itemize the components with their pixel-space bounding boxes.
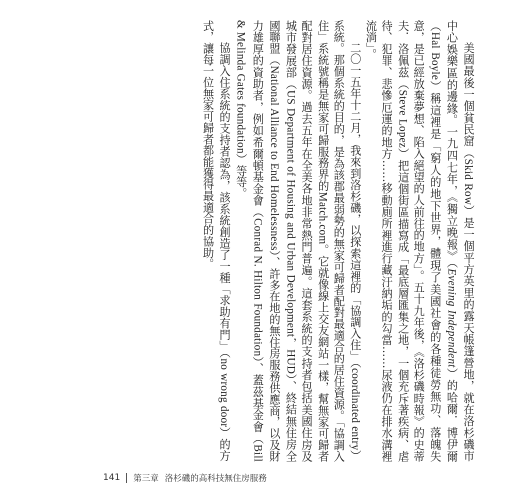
text-run: ）的方式，讓每一位無家可歸者都能獲得最適合的協助。 [201, 20, 232, 462]
paragraph [200, 20, 232, 462]
latin-term: US Department of Housing and Urban Development [284, 90, 297, 338]
footer-divider [126, 473, 127, 483]
text-run: ， [284, 337, 298, 350]
latin-term: HUD [284, 349, 297, 375]
latin-term: coordinated entry [348, 368, 361, 451]
body-text [103, 20, 476, 462]
page-number: 141 [103, 473, 121, 483]
text-run: 二〇一五年十二月，我來到洛杉磯，以探索這裡的「協調入住」（ [348, 42, 362, 369]
chapter-label: 第三章 [133, 474, 159, 484]
text-run: 美國最後一個貧民窟（ [462, 42, 475, 159]
latin-term: Steve Lopez [396, 89, 409, 148]
text-run: ）等等。 [234, 153, 248, 200]
text-run: 協調入住系統的支持者認為，該系統創造了一種「求助有門」（ [218, 42, 232, 359]
latin-term: Match.com [316, 191, 329, 245]
text-run: ）把這個街區描寫成「最底層匯集之地，一個充斥著疾病、虐待、犯罪、悲慘厄運的地方……移動廁所裡進行藏汙納垢的勾當……尿液仍在排水溝裡流淌」。 [364, 20, 410, 462]
text-run: 。它就像線上交友網站一樣，幫無家可歸者配對居住資源。過去五年在全美各地非常熱門普遍。這套系統的支持者包括美國住房及城市發展部（ [284, 20, 330, 462]
latin-term: no wrong door [218, 358, 231, 428]
paragraph [232, 20, 363, 462]
text-run: ）、蓋茲基金會（ [251, 356, 265, 445]
chapter-title: 洛杉磯的高科技無住房服務 [164, 474, 267, 484]
text-run: ）系統。那個系統的目的，是為該郡最弱勢的無家可歸者配對最適合的居住資源。「協調入住」系統號稱是無家可歸服務界的 [316, 20, 362, 462]
latin-term: Bill & Melinda Gates foundation [234, 20, 264, 462]
latin-term: National Alliance to End Homelessness [267, 65, 280, 251]
text-run: ）的哈爾．博伊爾（ [428, 20, 459, 462]
latin-term: Conrad N. Hilton Foundation [251, 218, 264, 357]
latin-term: Skid Row [462, 158, 474, 206]
text-run: ）是一個平方英里的露天帳篷營地，就在洛杉磯市中心娛樂區的邊緣。一九四七年，《獨立晚報》（ [445, 20, 475, 462]
latin-term: Evening Independent [445, 268, 458, 368]
text-run: ）、終結無住房全國聯盟（ [267, 20, 298, 462]
text-run: ）、許多在地的無住房服務供應商，以及財力雄厚的資助者，例如希爾頓基金會（ [251, 20, 281, 462]
text-run: ）稱這裡是「窮人的地下世界，體現了美國社會的各種徒勞無功、落魄失意，是已經放棄夢想、陷入絕望的人前往的地方」。五十九年後，《洛杉磯時報》的史蒂夫．洛佩茲（ [396, 20, 442, 462]
latin-term: Hal Boyle [428, 31, 441, 81]
paragraph [363, 20, 476, 462]
page-footer [103, 470, 267, 486]
